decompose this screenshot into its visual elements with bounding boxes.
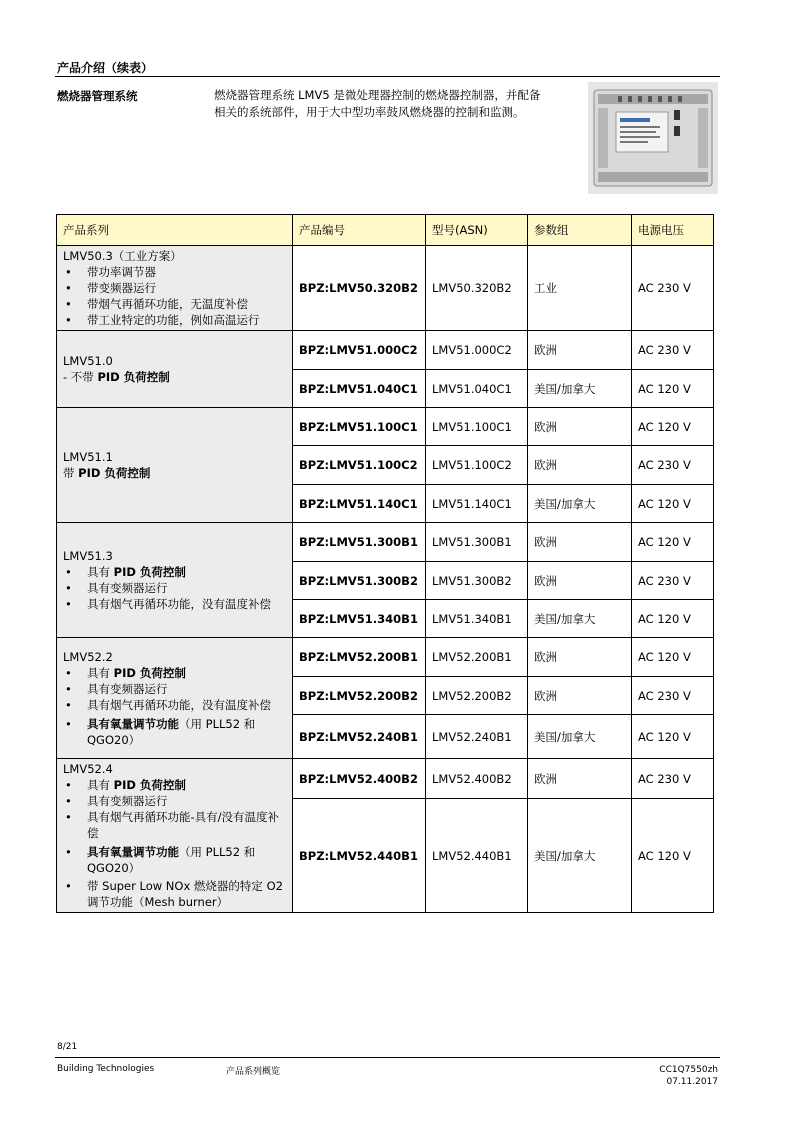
series-note — [63, 369, 286, 385]
supply-voltage: AC 120 V — [632, 485, 714, 523]
feature-item: • 具有烟气再循环功能，没有温度补偿 — [63, 697, 286, 713]
supply-voltage: AC 230 V — [632, 562, 714, 600]
model-asn: LMV51.140C1 — [426, 485, 528, 523]
feature-item — [63, 844, 286, 876]
parameter-set: 欧洲 — [528, 759, 632, 799]
product-number: BPZ:LMV52.240B1 — [293, 715, 426, 759]
series-title: LMV50.3（工业方案） — [63, 249, 182, 263]
product-number: BPZ:LMV51.100C1 — [293, 408, 426, 446]
feature-item: • 带变频器运行 — [63, 280, 286, 296]
product-number: BPZ:LMV51.100C2 — [293, 446, 426, 485]
series-title: LMV51.3 — [63, 549, 113, 563]
feature-item: • 具有变频器运行 — [63, 681, 286, 697]
product-number: BPZ:LMV51.300B2 — [293, 562, 426, 600]
parameter-set: 美国/加拿大 — [528, 600, 632, 638]
product-number: BPZ:LMV52.400B2 — [293, 759, 426, 799]
series-cell — [57, 331, 293, 408]
product-table — [56, 214, 714, 913]
table-row — [57, 331, 714, 370]
table-row — [57, 408, 714, 446]
model-asn: LMV51.300B2 — [426, 562, 528, 600]
supply-voltage: AC 230 V — [632, 446, 714, 485]
parameter-set: 美国/加拿大 — [528, 799, 632, 913]
feature-item: • 具有变频器运行 — [63, 580, 286, 596]
parameter-set: 欧洲 — [528, 523, 632, 562]
parameter-set: 欧洲 — [528, 562, 632, 600]
product-number: BPZ:LMV51.340B1 — [293, 600, 426, 638]
model-asn: LMV51.100C2 — [426, 446, 528, 485]
feature-item: • 带工业特定的功能，例如高温运行 — [63, 312, 286, 328]
feature-prefix: 具有 — [87, 665, 114, 680]
parameter-set: 美国/加拿大 — [528, 715, 632, 759]
parameter-set: 欧洲 — [528, 408, 632, 446]
header-supply-voltage: 电源电压 — [632, 215, 714, 246]
supply-voltage: AC 230 V — [632, 331, 714, 370]
series-cell — [57, 523, 293, 638]
parameter-set: 美国/加拿大 — [528, 485, 632, 523]
model-asn: LMV52.200B1 — [426, 638, 528, 677]
product-number: BPZ:LMV52.440B1 — [293, 799, 426, 913]
series-note-prefix: - 不带 — [63, 370, 98, 384]
parameter-set: 欧洲 — [528, 331, 632, 370]
feature-bold: 具有氧量调节功能 — [87, 845, 179, 859]
feature-item — [63, 564, 286, 580]
model-asn: LMV52.200B2 — [426, 677, 528, 715]
model-asn: LMV50.320B2 — [426, 246, 528, 331]
series-features — [63, 564, 286, 612]
top-divider — [55, 76, 720, 77]
product-number: BPZ:LMV51.000C2 — [293, 331, 426, 370]
series-title: LMV51.0 — [63, 354, 113, 368]
feature-prefix: 具有 — [87, 778, 114, 792]
table-row — [57, 246, 714, 331]
feature-rest: （用 PLL52 和 QGO20） — [87, 716, 256, 747]
footer-doc-info — [659, 1064, 718, 1088]
supply-voltage: AC 120 V — [632, 408, 714, 446]
series-cell — [57, 408, 293, 523]
parameter-set: 欧洲 — [528, 446, 632, 485]
feature-item: • 具有烟气再循环功能-具有/没有温度补偿 — [63, 809, 286, 841]
feature-item: • 带功率调节器 — [63, 264, 286, 280]
feature-item: • 带 Super Low NOx 燃烧器的特定 O2 调节功能（Mesh burner） — [63, 878, 286, 910]
model-asn: LMV51.000C2 — [426, 331, 528, 370]
footer-divider — [55, 1057, 720, 1058]
supply-voltage: AC 120 V — [632, 799, 714, 913]
model-asn: LMV51.100C1 — [426, 408, 528, 446]
model-asn: LMV51.340B1 — [426, 600, 528, 638]
supply-voltage: AC 230 V — [632, 677, 714, 715]
intro-line: 燃烧器管理系统 LMV5 是微处理器控制的燃烧器控制器，并配备 — [214, 88, 541, 102]
parameter-set: 欧洲 — [528, 638, 632, 677]
feature-item: • 具有变频器运行 — [63, 793, 286, 809]
feature-item — [63, 665, 286, 681]
header-product-number: 产品编号 — [293, 215, 426, 246]
feature-item: • 具有烟气再循环功能，没有温度补偿 — [63, 596, 286, 612]
parameter-set: 欧洲 — [528, 677, 632, 715]
intro-paragraph — [214, 87, 584, 121]
feature-rest: （用 PLL52 和 QGO20） — [87, 845, 256, 875]
feature-bold: PID 负荷控制 — [113, 565, 186, 579]
supply-voltage: AC 120 V — [632, 370, 714, 408]
series-note-bold: PID 负荷控制 — [97, 370, 170, 384]
series-cell — [57, 246, 293, 331]
series-cell — [57, 638, 293, 759]
parameter-set: 工业 — [528, 246, 632, 331]
model-asn: LMV52.240B1 — [426, 715, 528, 759]
series-title: LMV52.4 — [63, 762, 113, 776]
table-row — [57, 523, 714, 562]
product-number: BPZ:LMV50.320B2 — [293, 246, 426, 331]
model-asn: LMV52.400B2 — [426, 759, 528, 799]
feature-bold: PID 负荷控制 — [113, 665, 186, 680]
footer-doc-code: CC1Q7550zh — [659, 1065, 718, 1075]
footer-doc-title: 产品系列概览 — [226, 1067, 281, 1077]
header-model-asn: 型号(ASN) — [426, 215, 528, 246]
series-features — [63, 665, 286, 748]
footer-date: 07.11.2017 — [666, 1077, 718, 1087]
page-number: 8/21 — [57, 1042, 78, 1052]
supply-voltage: AC 230 V — [632, 246, 714, 331]
table-header-row — [57, 215, 714, 246]
product-number: BPZ:LMV51.040C1 — [293, 370, 426, 408]
model-asn: LMV51.040C1 — [426, 370, 528, 408]
supply-voltage: AC 230 V — [632, 759, 714, 799]
supply-voltage: AC 120 V — [632, 523, 714, 562]
feature-bold: 具有氧量调节功能 — [87, 716, 179, 731]
product-number: BPZ:LMV52.200B1 — [293, 638, 426, 677]
series-note-bold: PID 负荷控制 — [78, 466, 151, 480]
series-features — [63, 264, 286, 328]
model-asn: LMV51.300B1 — [426, 523, 528, 562]
model-asn: LMV52.440B1 — [426, 799, 528, 913]
supply-voltage: AC 120 V — [632, 600, 714, 638]
product-number: BPZ:LMV51.140C1 — [293, 485, 426, 523]
feature-prefix: 具有 — [87, 565, 114, 579]
parameter-set: 美国/加拿大 — [528, 370, 632, 408]
table-row — [57, 759, 714, 799]
feature-item — [63, 777, 286, 793]
left-heading: 燃烧器管理系统 — [57, 89, 138, 103]
feature-item — [63, 716, 286, 748]
footer-company: Building Technologies — [57, 1064, 155, 1074]
header-parameter-set: 参数组 — [528, 215, 632, 246]
series-cell — [57, 759, 293, 913]
series-note — [63, 465, 286, 481]
table-row — [57, 638, 714, 677]
product-number: BPZ:LMV52.200B2 — [293, 677, 426, 715]
feature-item: • 带烟气再循环功能，无温度补偿 — [63, 296, 286, 312]
series-title: LMV51.1 — [63, 450, 113, 464]
intro-line: 相关的系统部件，用于大中型功率鼓风燃烧器的控制和监测。 — [214, 105, 525, 119]
device-image — [588, 82, 718, 194]
series-features — [63, 777, 286, 910]
supply-voltage: AC 120 V — [632, 638, 714, 677]
feature-bold: PID 负荷控制 — [113, 778, 186, 792]
supply-voltage: AC 120 V — [632, 715, 714, 759]
section-title: 产品介绍（续表） — [57, 61, 154, 75]
product-number: BPZ:LMV51.300B1 — [293, 523, 426, 562]
series-note-prefix: 带 — [63, 466, 79, 480]
header-series: 产品系列 — [57, 215, 293, 246]
series-title: LMV52.2 — [63, 649, 113, 664]
